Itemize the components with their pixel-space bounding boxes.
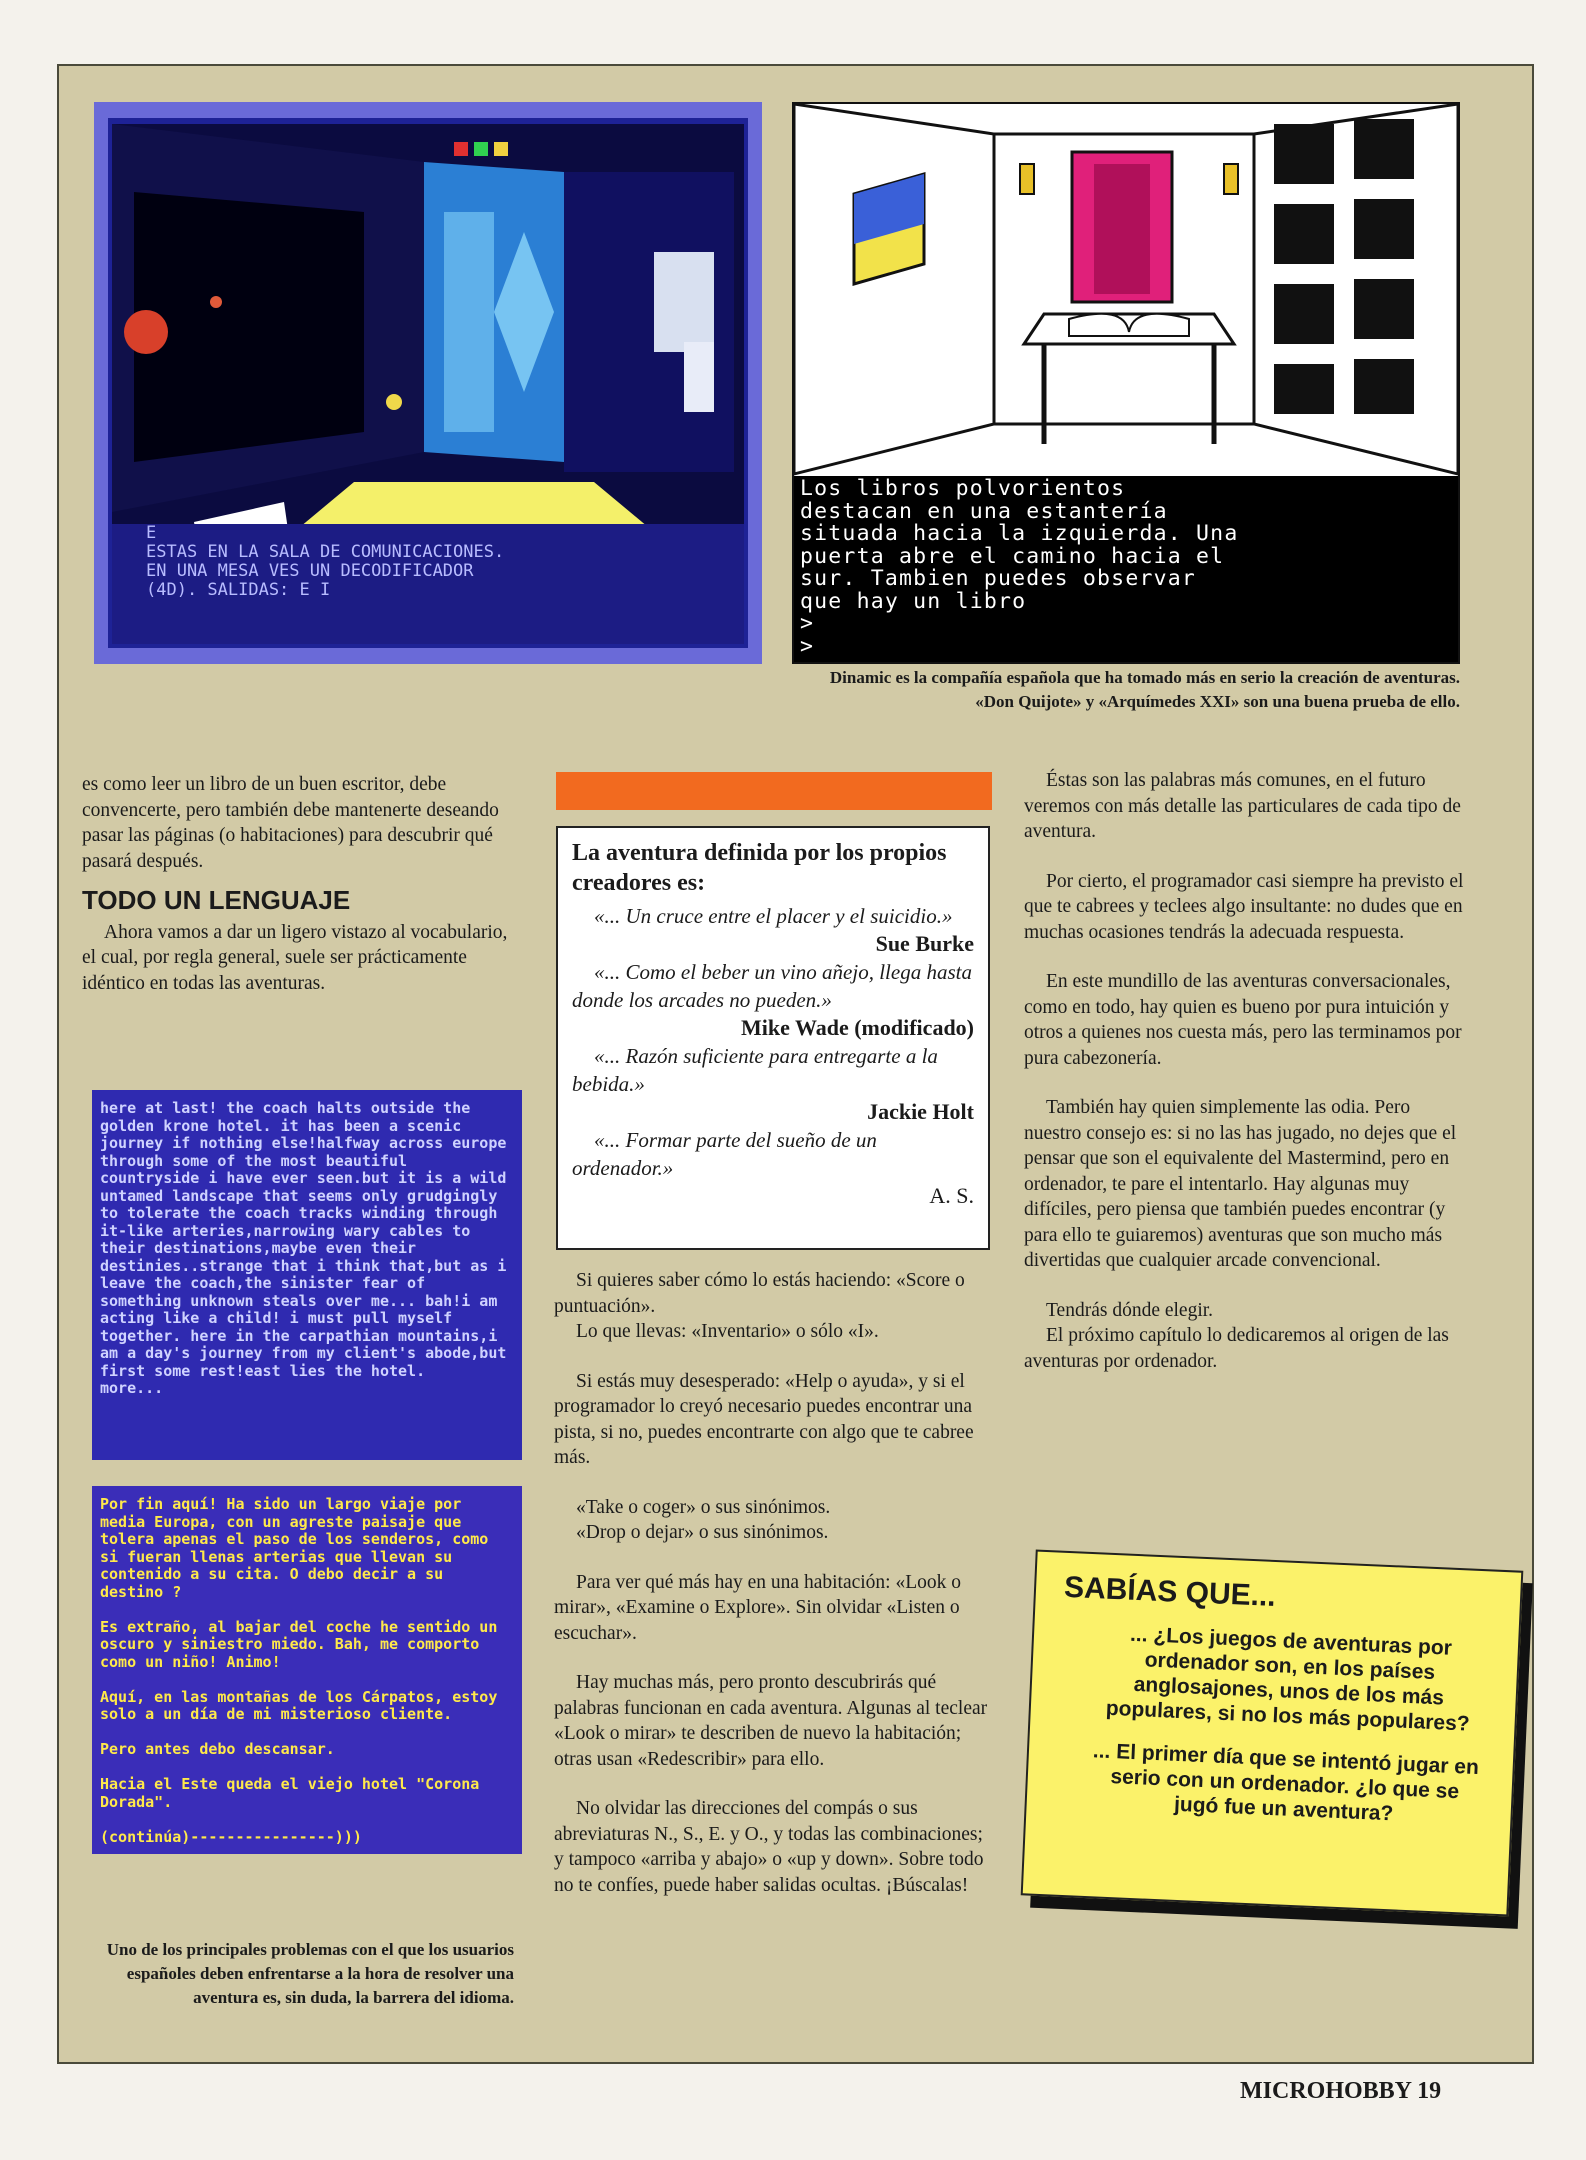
quote-box-title: La aventura definida por los propios creadores es: (572, 840, 947, 896)
quote-text: «... Razón suficiente para entregarte a la bebida.» (572, 1044, 938, 1096)
sabias-que-item: ... El primer día que se intentó jugar en serio con un ordenador. ¿lo que se jugó fue un aventura? (1092, 1739, 1480, 1826)
arquimedes-screenshot (94, 102, 762, 664)
english-adventure-screen: here at last! the coach halts outside the golden krone hotel. it has been a scenic journey if nothing else!halfway across europe through some of the most beautiful countryside i have ever seen.but it is a wild untamed landscape that seems only grudgingly to tolerate the coach tracks winding through it-like arteries,narrowing wary cables to their destinations,maybe even their destinies..strange that i think that,but as i leave the coach,the sinister fear of something unknown steals over me... bah!i am acting like a child! i must pull myself together. here in the carpathian mountains,i am a day's journey from my client's abode,but first some rest!east lies the hotel. more... (92, 1090, 522, 1460)
paragraph: Hay muchas más, pero pronto descubrirás qué palabras funcionan en cada aventura. Algunas al teclear «Look o mirar» te describen de nuevo la habitación; otras usan «Redescribir» para ello. (554, 1672, 988, 1770)
screen-line: Los libros polvorientos (800, 476, 1126, 501)
quote-author: Sue Burke (875, 931, 974, 956)
column-2 (554, 1268, 994, 1922)
screen-line: destacan en una estantería (800, 498, 1168, 524)
paragraph: «Take o coger» o sus sinónimos. (576, 1496, 831, 1518)
spanish-adventure-screen: Por fin aquí! Ha sido un largo viaje por media Europa, con un agreste paisaje que tolera apenas el paso de los senderos, como si fueran llenas arterias que llevan su contenido a su cita. O debo decir a su destino ? Es extraño, al bajar del coche he sentido un oscuro y siniestro miedo. Bah, me comporto como un niño! Animo! Aquí, en las montañas de los Cárpatos, estoy solo a un día de mi misterioso cliente. Pero antes debo descansar. Hacia el Este queda el viejo hotel "Corona Dorada". (continúa)----------------))) (92, 1486, 522, 1854)
bottom-left-caption: Uno de los principales problemas con el que los usuarios españoles deben enfrentarse a la hora de resolver una aventura es, sin duda, la barrera del idioma. (106, 1940, 514, 2007)
screen-line: E (146, 523, 157, 543)
paragraph: Si estás muy desesperado: «Help o ayuda», y si el programador lo creyó necesario puedes encontrar una pista, si no, puedes encontrarte con algo que te cabree más. (554, 1370, 974, 1468)
paragraph: No olvidar las direcciones del compás o sus abreviaturas N., S., E. y O., y todas las combinaciones; y tampoco «arriba y abajo» o «up y down». Sobre todo no te confíes, puede haber salidas ocultas. ¡Búscalas! (554, 1798, 984, 1896)
paragraph: Por cierto, el programador casi siempre ha previsto el que te cabrees y teclees algo insultante: no dudes que en muchas ocasiones tendrás la adecuada respuesta. (1024, 870, 1464, 943)
column-1 (82, 772, 514, 1020)
top-caption-line: Dinamic es la compañía española que ha tomado más en serio la creación de aventuras. (829, 668, 1460, 687)
screen-line: situada hacia la izquierda. Una (800, 521, 1239, 546)
screen-line: (4D). SALIDAS: E I (146, 580, 331, 600)
quote-author: Jackie Holt (867, 1099, 974, 1124)
screen-line: > (800, 611, 815, 636)
screen-line: puerta abre el camino hacia el (800, 543, 1225, 569)
paragraph: Para ver qué más hay en una habitación: «Look o mirar», «Examine o Explore». Sin olvidar «Listen o escuchar». (554, 1571, 962, 1644)
paragraph: «Drop o dejar» o sus sinónimos. (576, 1522, 829, 1543)
orange-bar (556, 772, 992, 810)
paragraph: Ahora vamos a dar un ligero vistazo al vocabulario, el cual, por regla general, suele ser prácticamente idéntico en todas las aventuras. (82, 921, 508, 994)
paragraph: Éstas son las palabras más comunes, en el futuro veremos con más detalle las particulares de cada tipo de aventura. (1024, 770, 1461, 842)
top-caption-line: «Don Quijote» y «Arquímedes XXI» son una buena prueba de ello. (975, 692, 1460, 711)
paragraph: En este mundillo de las aventuras conversacionales, como en todo, hay quien es bueno por pura intuición y otros a quienes nos cuesta más, pero las terminamos por pura cabezonería. (1024, 971, 1462, 1069)
paragraph: Si quieres saber cómo lo estás haciendo: «Score o puntuación». (554, 1270, 965, 1317)
paragraph: El próximo capítulo lo dedicaremos al origen de las aventuras por ordenador. (1024, 1325, 1449, 1372)
sabias-que-box (1021, 1550, 1524, 1917)
screen-line: > (800, 633, 815, 659)
screen-line: EN UNA MESA VES UN DECODIFICADOR (146, 561, 474, 581)
arquimedes-text (146, 524, 504, 600)
quote-author: Mike Wade (modificado) (740, 1015, 974, 1040)
screen-line: que hay un libro (800, 588, 1027, 614)
section-heading: TODO UN LENGUAJE (82, 885, 351, 915)
intro-paragraph: es como leer un libro de un buen escritor, debe convencerte, pero también debe mantenerte deseando pasar las páginas (o habitaciones) para descubrir qué pasará después. (82, 774, 499, 872)
quote-text: «... Como el beber un vino añejo, llega hasta donde los arcades no pueden.» (572, 960, 972, 1012)
screen-line: ESTAS EN LA SALA DE COMUNICACIONES. (146, 542, 505, 562)
quote-box (556, 826, 990, 1250)
quote-text: «... Formar parte del sueño de un ordenador.» (572, 1128, 877, 1180)
paragraph: También hay quien simplemente las odia. Pero nuestro consejo es: si no las has jugado, no dejes que el pensar que son el equivalente del Mastermind, pero en ordenador, te pare el intentarlo. Hay algunas muy difíciles, pero piensa que también puedes encontrar (y para ello te guiaremos) aventuras que son mucho más divertidas que cualquier arcade convencional. (1024, 1097, 1457, 1271)
top-caption (560, 666, 1460, 714)
sabias-que-title: SABÍAS QUE... (1063, 1570, 1277, 1614)
page-footer: MICROHOBBY 19 (1240, 2078, 1442, 2104)
screen-line: sur. Tambien puedes observar (800, 566, 1197, 591)
paragraph: Lo que llevas: «Inventario» o sólo «I». (576, 1321, 879, 1342)
quote-author: A. S. (929, 1183, 974, 1208)
quote-text: «... Un cruce entre el placer y el suicidio.» (594, 904, 953, 928)
paragraph: Tendrás dónde elegir. (1046, 1299, 1214, 1321)
column-3 (1024, 768, 1464, 1398)
sabias-que-item: ... ¿Los juegos de aventuras por ordenador son, en los países anglosajones, unos de los más populares, si no los más populares? (1105, 1622, 1471, 1736)
don-quijote-text (800, 478, 1238, 658)
don-quijote-screenshot (792, 102, 1460, 664)
